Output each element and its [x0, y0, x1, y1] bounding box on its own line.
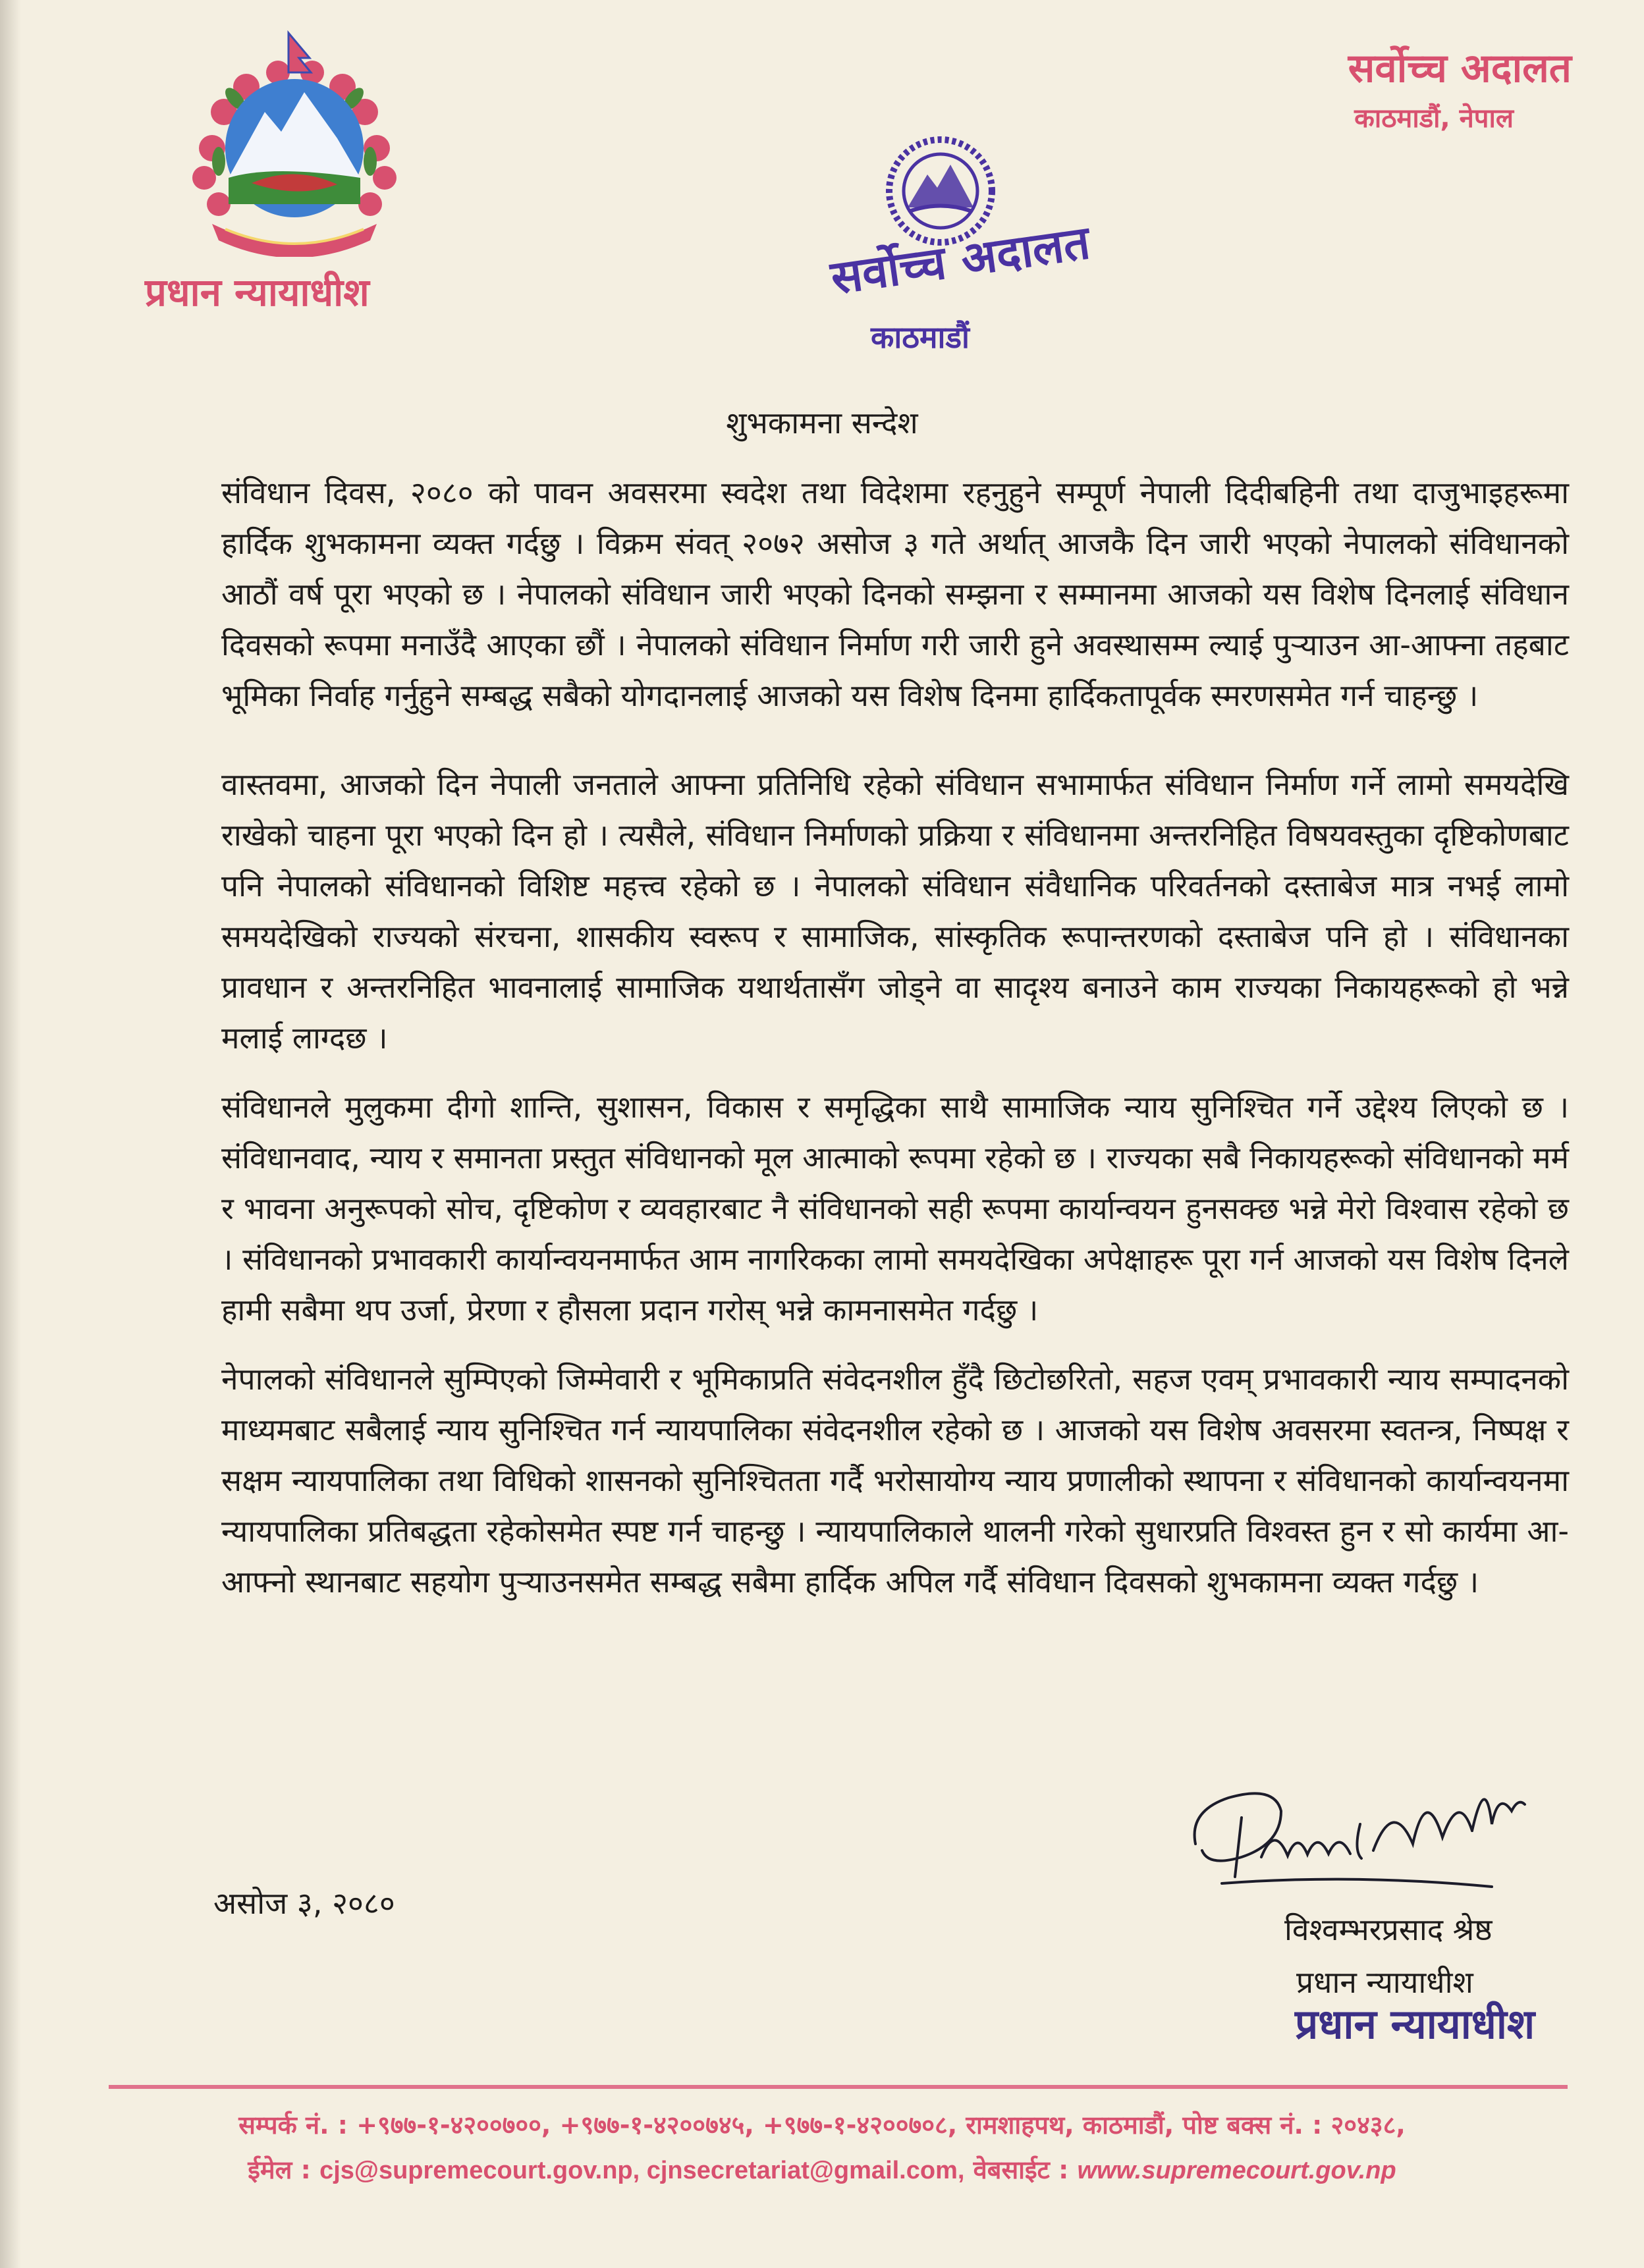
national-emblem-icon: [173, 26, 416, 257]
message-paragraph: नेपालको संविधानले सुम्पिएको जिम्मेवारी र भूमिकाप्रति संवेदनशील हुँदै छिटोछरितो, सहज एवम् प्रभावकारी न्याय सम्पादनको माध्यमबाट सबैलाई न्याय सुनिश्चित गर्न न्यायपालिका संवेदनशील रहेको छ । आजको यस विशेष अवसरमा स्वतन्त्र, निष्पक्ष र सक्षम न्यायपालिका तथा विधिको शासनको सुनिश्चितता गर्दै भरोसायोग्य न्याय प्रणालीको स्थापना र संविधानको कार्यान्वयनमा न्यायपालिका प्रतिबद्धता रहेकोसमेत स्पष्ट गर्न चाहन्छु । न्यायपालिकाले थालनी गरेको सुधारप्रति विश्वस्त हुन र सो कार्यमा आ-आफ्नो स्थानबाट सहयोग पुर्‍याउनसमेत सम्बद्ध सबैमा हार्दिक अपिल गर्दै संविधान दिवसको शुभकामना व्यक्त गर्दछु ।: [221, 1361, 1569, 1600]
handwritten-signature: [1182, 1745, 1541, 1903]
message-body: [221, 468, 1569, 1607]
email-label: ईमेल :: [248, 2155, 311, 2184]
office-stamp: प्रधान न्यायाधीश: [1295, 2000, 1535, 2048]
letter-date: असोज ३, २०८०: [213, 1885, 395, 1921]
signer-name: विश्वम्भरप्रसाद श्रेष्ठ: [1284, 1912, 1493, 1947]
court-name-heading: सर्वोच्च अदालत: [1348, 45, 1572, 92]
website-link[interactable]: www.supremecourt.gov.np: [1077, 2157, 1396, 2184]
message-paragraph: संविधानले मुलुकमा दीगो शान्ति, सुशासन, विकास र समृद्धिका साथै सामाजिक न्याय सुनिश्चित गर्ने उद्देश्य लिएको छ । संविधानवाद, न्याय र समानता प्रस्तुत संविधानको मूल आत्माको रूपमा रहेको छ । राज्यका सबै निकायहरूको संविधानको मर्म र भावना अनुरूपको सोच, दृष्टिकोण र व्यवहारबाट नै संविधानको सही रूपमा कार्यान्वयन हुनसक्छ भन्ने मेरो विश्वास रहेको छ । संविधानको प्रभावकारी कार्यान्वयनमार्फत आम नागरिकका लामो समयदेखिका अपेक्षाहरू पूरा गर्न आजको यस विशेष दिनले हामी सबैमा थप उर्जा, प्रेरणा र हौसला प्रदान गरोस् भन्ने कामनासमेत गर्दछु ।: [221, 1089, 1569, 1328]
email-addresses[interactable]: cjs@supremecourt.gov.np, cjnsecretariat@gmail.com,: [319, 2157, 965, 2184]
left-letterhead-title: प्रधान न्यायाधीश: [145, 270, 370, 315]
message-paragraph: वास्तवमा, आजको दिन नेपाली जनताले आफ्ना प्रतिनिधि रहेको संविधान सभामार्फत संविधान निर्माण गर्ने लामो समयदेखि राखेको चाहना पूरा भएको दिन हो । त्यसैले, संविधान निर्माणको प्रक्रिया र संविधानमा अन्तरनिहित विषयवस्तुका दृष्टिकोणबाट पनि नेपालको संविधानको विशिष्ट महत्त्व रहेको छ । नेपालको संविधान संवैधानिक परिवर्तनको दस्ताबेज मात्र नभई लामो समयदेखिको राज्यको संरचना, शासकीय स्वरूप र सामाजिक, सांस्कृतिक रूपान्तरणको दस्ताबेज पनि हो । संविधानका प्रावधान र अन्तरनिहित भावनालाई सामाजिक यथार्थतासँग जोड्ने वा सादृश्य बनाउने काम राज्यका निकायहरूको हो भन्ने मलाई लाग्दछ ।: [221, 767, 1569, 1056]
website-label: वेबसाईट :: [973, 2155, 1069, 2184]
seal-text-court: सर्वोच्च अदालत: [827, 215, 1093, 306]
seal-text-city: काठमाडौं: [871, 319, 970, 355]
message-title: शुभकामना सन्देश: [726, 405, 918, 441]
footer-email-line: [0, 2152, 1644, 2186]
signer-title: प्रधान न्यायाधीश: [1296, 1964, 1473, 2000]
message-paragraph: संविधान दिवस, २०८० को पावन अवसरमा स्वदेश तथा विदेशमा रहनुहुने सम्पूर्ण नेपाली दिदीबहिनी तथा दाजुभाइहरूमा हार्दिक शुभकामना व्यक्त गर्दछु । विक्रम संवत् २०७२ असोज ३ गते अर्थात् आजकै दिन जारी भएको नेपालको संविधानको आठौं वर्ष पूरा भएको छ । नेपालको संविधान जारी भएको दिनको सम्झना र सम्मानमा आजको यस विशेष दिनलाई संविधान दिवसको रूपमा मनाउँदै आएका छौं । नेपालको संविधान निर्माण गरी जारी हुने अवस्थासम्म ल्याई पुर्‍याउन आ-आफ्ना तहबाट भूमिका निर्वाह गर्नुहुने सम्बद्ध सबैको योगदानलाई आजको यस विशेष दिनमा हार्दिकतापूर्वक स्मरणसमेत गर्न चाहन्छु ।: [221, 475, 1569, 713]
court-address: काठमाडौं, नेपाल: [1354, 103, 1514, 134]
paper-edge: [0, 0, 21, 2268]
footer-divider: [109, 2085, 1568, 2089]
footer-contact: सम्पर्क नं. : +९७७-१-४२००७००, +९७७-१-४२००७४५, +९७७-१-४२००७०८, रामशाहपथ, काठमाडौं, पोष्ट बक्स नं. : २०४३८,: [238, 2111, 1406, 2140]
